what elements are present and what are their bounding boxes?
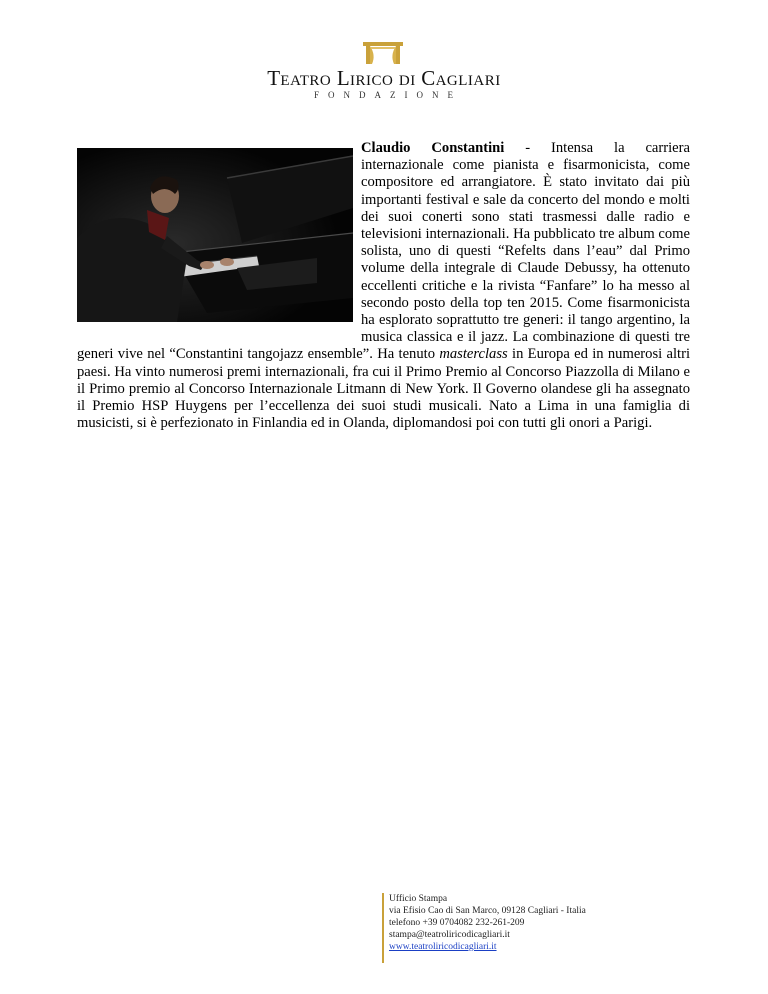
phone: telefono +39 0704082 232-261-209 xyxy=(389,918,525,928)
title-word-1: TEATRO xyxy=(267,66,332,90)
theater-logo-icon xyxy=(362,41,404,65)
press-office-footer xyxy=(382,893,642,963)
press-office-label: Ufficio Stampa xyxy=(389,894,448,904)
theater-subtitle: FONDAZIONE xyxy=(314,90,462,100)
masterclass-italic: masterclass xyxy=(439,346,508,363)
biography-text xyxy=(77,140,690,432)
website-link[interactable]: www.teatroliricodicagliari.it xyxy=(389,942,497,952)
artist-name: Claudio Constantini xyxy=(361,140,505,156)
title-word-3: DI xyxy=(398,73,416,89)
biography-part-1: - Intensa la carriera internazionale come pianista e fisarmonicista, come compositore ed arrangiatore. È stato invitato dai più importanti festival e sale da concerto del mondo e molti dei suoi conerti sono stati trasmessi dalle radio e televisioni internazionali. Ha pubblicato tre album come solista, uno di questi “Refelts dans l’eau” dal Primo volume della integrale di Claude Debussy, ha ottenuto eccellenti critiche e la rivista “Fanfare” lo ha messo al secondo posto della top ten 2015. Come fisarmonicista ha esplorato soprattutto tre generi: il tango argentino, la musica classica e il jazz. La combinazione di questi tre generi vive nel “Constantini tangojazz ensemble”. Ha tenuto xyxy=(77,140,690,363)
address: via Efisio Cao di San Marco, 09128 Cagliari - Italia xyxy=(389,906,586,916)
photo-spacer xyxy=(77,140,361,330)
theater-title xyxy=(0,66,768,91)
title-word-4: CAGLIARI xyxy=(421,66,501,90)
title-word-2: LIRICO xyxy=(336,66,394,90)
biography-part-2: in Europa ed in numerosi altri paesi. Ha vinto numerosi premi internazionali, fra cui il Primo Premio al Concorso Piazzolla di Milano e il Primo premio al Concorso Internazionale Litmann di New York. Il Governo olandese gli ha assegnato il Premio HSP Huygens per l’eccellenza dei suoi studi musicali. Nato a Lima in una famiglia di musicisti, si è perfezionato in Finlandia ed in Olanda, diplomandosi poi con tutti gli onori a Parigi. xyxy=(77,346,690,432)
email: stampa@teatroliricodicagliari.it xyxy=(389,930,510,940)
